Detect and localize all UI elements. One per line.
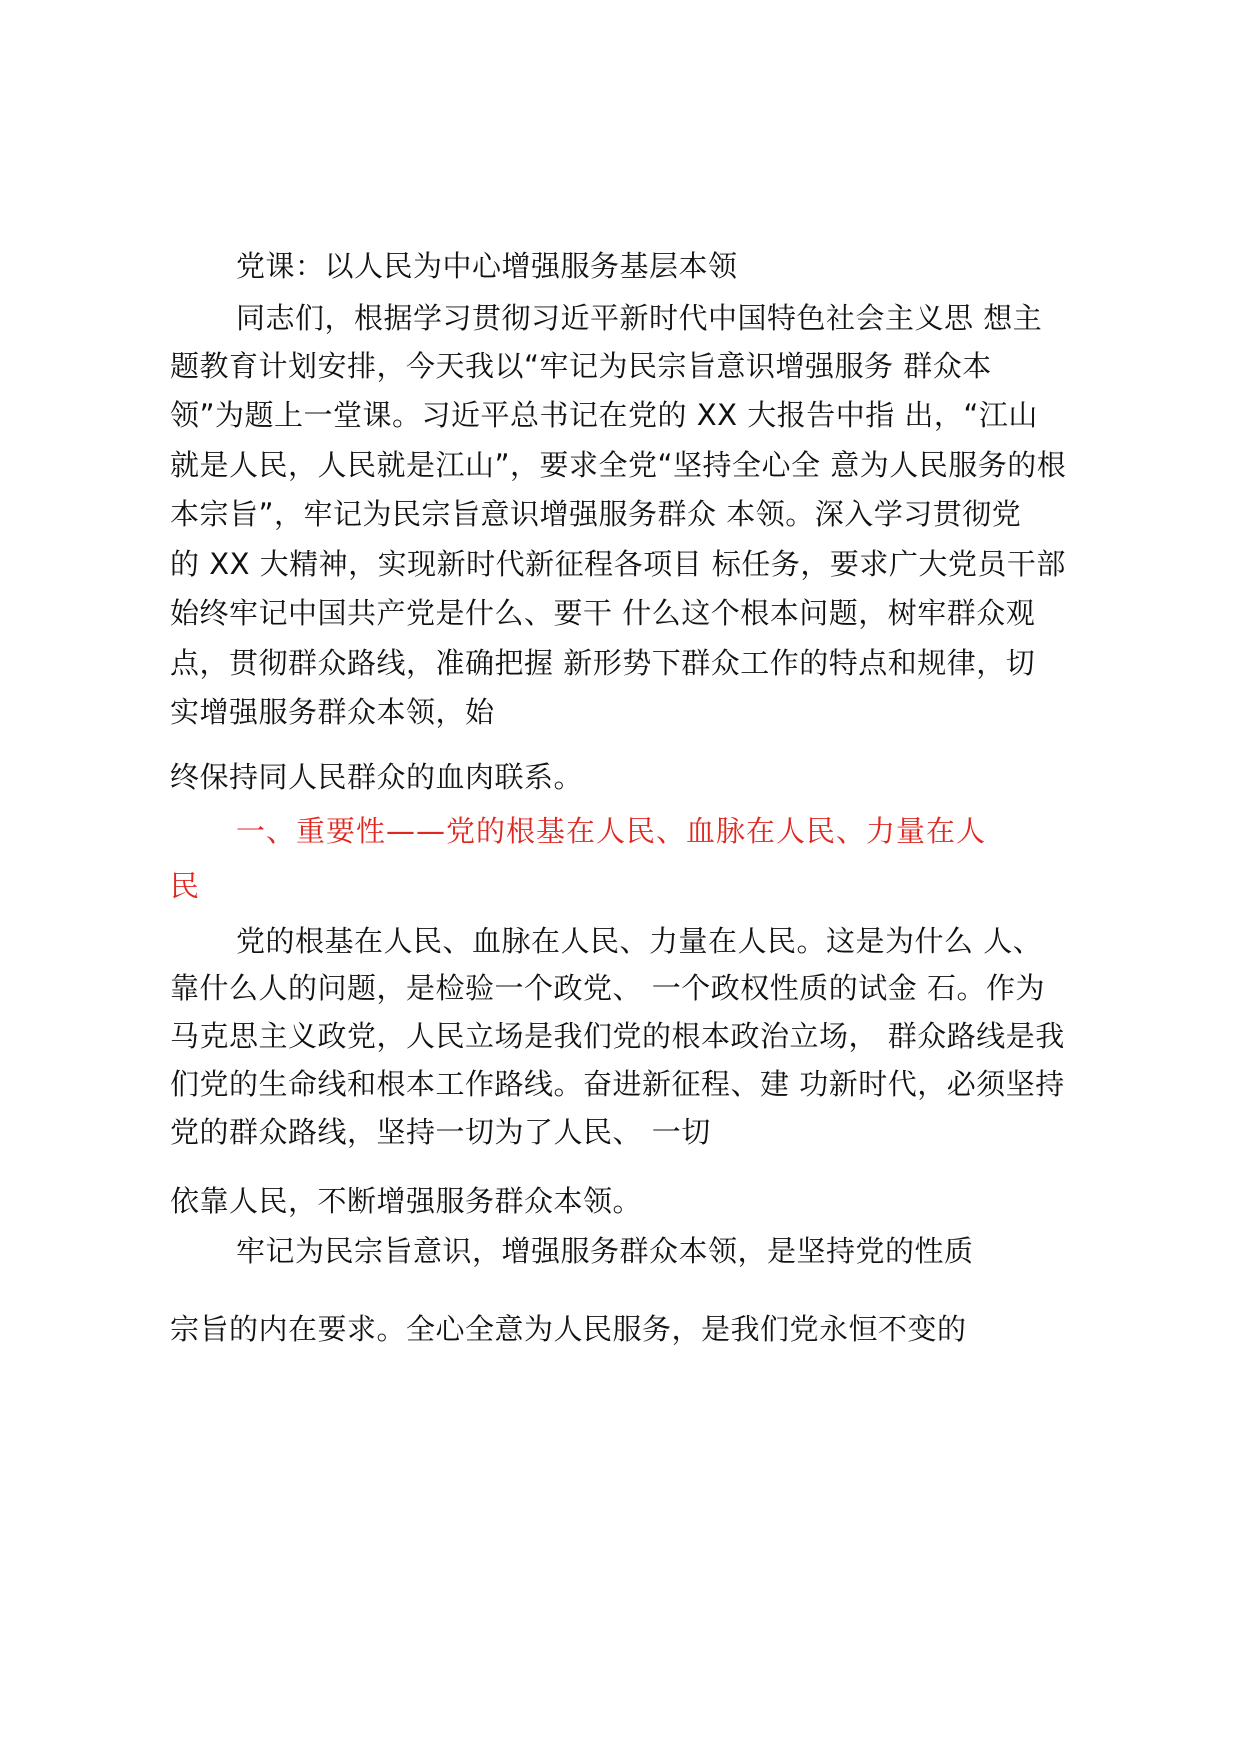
paragraph-line: 本宗旨”，牢记为民宗旨意识增强服务群众 本领。深入学习贯彻党	[170, 497, 1022, 531]
paragraph-line: 实增强服务群众本领，始	[170, 695, 495, 729]
paragraph-line: 同志们，根据学习贯彻习近平新时代中国特色社会主义思 想主	[236, 301, 1043, 335]
paragraph-line: 就是人民，人民就是江山”，要求全党“坚持全心全 意为人民服务的根	[170, 448, 1067, 482]
paragraph-line: 依靠人民，不断增强服务群众本领。	[170, 1184, 643, 1218]
paragraph-line: 党的群众路线，坚持一切为了人民、 一切	[170, 1115, 711, 1149]
section-heading-continued: 民	[170, 869, 201, 903]
paragraph-line: 宗旨的内在要求。全心全意为人民服务，是我们党永恒不变的	[170, 1312, 967, 1346]
paragraph-line: 领”为题上一堂课。习近平总书记在党的 XX 大报告中指 出，“江山	[170, 398, 1038, 432]
paragraph-line: 牢记为民宗旨意识，增强服务群众本领，是坚持党的性质	[236, 1234, 974, 1268]
paragraph-line: 始终牢记中国共产党是什么、要干 什么这个根本问题，树牢群众观	[170, 596, 1036, 630]
paragraph-line: 终保持同人民群众的血肉联系。	[170, 760, 584, 794]
document-title: 党课：以人民为中心增强服务基层本领	[236, 249, 738, 283]
paragraph-line: 点，贯彻群众路线，准确把握 新形势下群众工作的特点和规律，切	[170, 646, 1036, 680]
paragraph-line: 们党的生命线和根本工作路线。奋进新征程、建 功新时代，必须坚持	[170, 1067, 1065, 1101]
paragraph-line: 党的根基在人民、血脉在人民、力量在人民。这是为什么 人、	[236, 924, 1043, 958]
paragraph-line: 题教育计划安排，今天我以“牢记为民宗旨意识增强服务 群众本	[170, 349, 992, 383]
paragraph-line: 马克思主义政党，人民立场是我们党的根本政治立场， 群众路线是我	[170, 1019, 1065, 1053]
paragraph-line: 靠什么人的问题，是检验一个政党、 一个政权性质的试金 石。作为	[170, 971, 1045, 1005]
section-heading: 一、重要性——党的根基在人民、血脉在人民、力量在人	[236, 814, 987, 848]
paragraph-line: 的 XX 大精神，实现新时代新征程各项目 标任务，要求广大党员干部	[170, 547, 1066, 581]
